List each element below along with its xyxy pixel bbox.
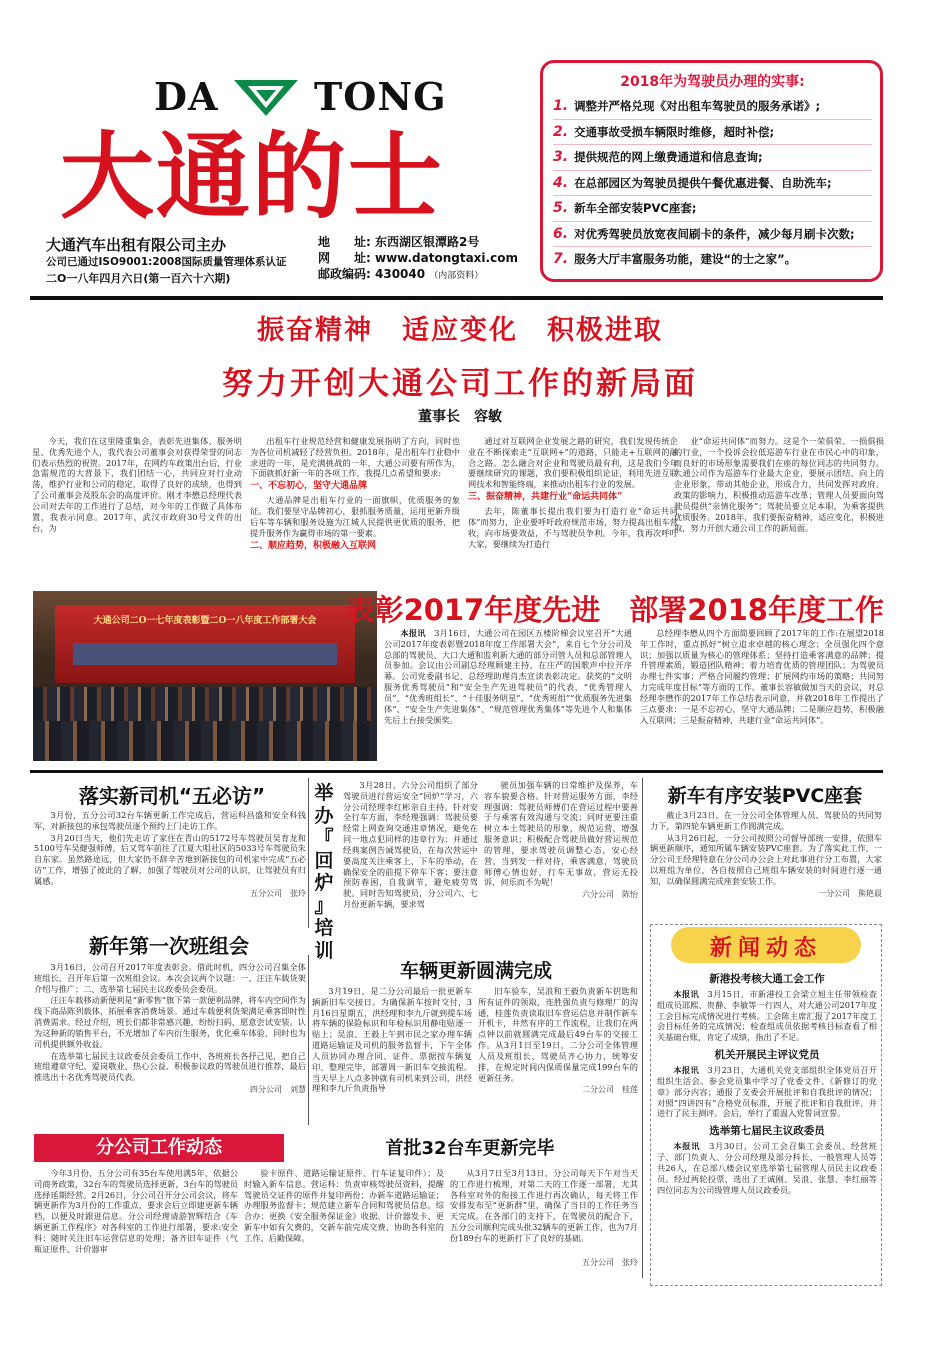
meeting-col-1: 本报讯 3月16日，大通公司在园区五楼阶梯会议室召开“大通公司2017年度表彰暨2018年度工作部署大会”，来自七个分公司及总部的驾驶员、大口大通和监利新大通的部分司管人员和总部管理人员参加。会议由公司副总经理顾建主持，在庄严的国歌声中拉开序幕。公司党委副书记、总经理助理肖杰宣读表彰决定。获奖的“文明服务优秀驾驶员”和“安全生产先进驾驶员”的代表、“优秀管理人员”、“优秀班组长”、“十佳服务明星”、“优秀班组”“优质服务先进集体”、“安全生产先进集体”、“规范管理优秀集体”等先进个人和集体先后上台接受颁奖。 — [384, 628, 632, 725]
lead-author: 董事长 容敏 — [418, 409, 502, 425]
renewal-col-2: 旧车验车，吴浪和王毅负责新车钥匙和所有证件的领取，连胜强负责与修理厂的沟通，桂莲负责读取旧车营运信息并制作新车开机卡，井然有序的工作流程，让我们在两点钟以前就圆满完成最后49台车的交接工作。从3月1日至19日，二分公司全体管理人员及班组长、驾驶员齐心协力，统筹安排，在规定时间内保质保量完成199台车的更新任务。 二分公司 桂莲 — [478, 986, 638, 1095]
tasks-list — [553, 94, 872, 272]
task-number: 3. — [553, 149, 569, 165]
task-text: 调整并严格兑现《对出租车驾驶员的服务承诺》; — [574, 99, 821, 113]
task-text: 在总部园区为驾驶员提供午餐优惠进餐、自助洗车; — [574, 175, 832, 190]
news-item — [657, 971, 877, 1043]
task-number: 4. — [553, 174, 569, 191]
wubifang-text: 3月份，五分公司32台车辆更新工作完成后，营运科昌盛和安全科钱军，对新接包的承包驾驶员逐个预约上门走访工作。 3月20日当天，他们先走访了家住在青山的5172号车驾驶员吴育龙和5100号车吴健强师傅，后又驾车前往了江夏大咀社区的5033号车驾驶员朱自东家。虽然路途远，但大家仍不辞辛苦地到新接包的司机家中完成“五必访”工作，增强了彼此的了解，加强了驾驶员对公司的认识，让驾驶员有归属感。 五分公司 张玲 — [34, 810, 306, 898]
publisher: 大通汽车出租有限公司主办 — [46, 236, 227, 254]
news-item — [657, 1047, 877, 1119]
lead-section-2: 二、顺应趋势，积极融入互联网 — [250, 540, 377, 551]
news-list — [657, 969, 877, 1283]
huilu-title — [310, 782, 338, 962]
task-text: 对优秀驾驶员放宽夜间刷卡的条件，减少每月刷卡次数; — [574, 226, 855, 241]
lead-section-1: 一、不忘初心，坚守大通品牌 — [250, 481, 368, 492]
firstclass-title: 新年第一次班组会 — [89, 934, 249, 958]
meeting-lead-tag: 本报讯 — [400, 628, 426, 638]
lead-title: 努力开创大通公司工作的新局面 — [222, 366, 698, 402]
wubifang-title: 落实新司机“五必访” — [78, 784, 266, 808]
meeting-banner: 大通公司二O一七年度表彰暨二O一八年度工作部署大会 — [93, 616, 317, 626]
news-text: 3月30日，公司工会召集工会委员、经营班子、部门负责人、分公司经理及部分科长、一般管理人员等共26人，在总部八楼会议室选举第七届管理人员民主议政委员。经过两轮投票，选出了王诚刚、吴浪、张慧、李红丽等四位同志为公司级管理人员议政委员。 — [657, 1141, 877, 1195]
task-number: 7. — [553, 251, 569, 267]
news-title: 新闻动态 — [709, 936, 822, 961]
news-text: 3月15日，市新港投工会梁立旭主任带领检查组成员邵熙、贵静、李敏等一行四人，对大通公司2017年度工会目标完成情况进行考核。工会陈主席汇报了2017年度工会目标任务的完成情况；检查组成员依据考核目标查看了相关基础台账，肯定了成绩，指出了不足。 — [657, 989, 877, 1043]
task-item — [553, 247, 872, 272]
task-number: 6. — [553, 225, 569, 242]
task-number: 1. — [553, 98, 569, 114]
news-headline: 选举第七届民主议政委员 — [709, 1125, 825, 1138]
task-text: 新车全部安装PVC座套; — [574, 201, 697, 215]
task-item — [553, 94, 872, 120]
address: 东西湖区银潭路2号 — [375, 235, 480, 249]
huilu-title-char: 训 — [314, 939, 334, 962]
huilu-title-char: 举 — [314, 782, 334, 804]
news-item — [657, 1123, 877, 1195]
huilu-title-char: 』 — [314, 894, 334, 917]
task-text: 交通事故受损车辆限时维修，超时补偿; — [574, 124, 775, 139]
lead-col-2: 出租车行业规范经营和健康发展指明了方向，同时也为各位司机减轻了经营负担。2018年，是出租车行业稳中求进的一年，是充满挑战的一年，大通公司要有所作为，下面就抓好新一年的各项工作，我提几点希望和要求: 一、不忘初心，坚守大通品牌 大通品牌是出租车行业的一面旗帜，优质服务的象征。我们要坚守品牌初心，狠抓服务质量，运用更新升级后车等车辆和服务设施为江城人民提供更优质的服务，把提升服务作为赢得市场的第一要素。 二、顺应趋势，积极融入互联网 — [250, 436, 460, 551]
huilu-title-char: 回 — [314, 849, 334, 872]
news-box — [650, 924, 882, 1286]
section-rule — [30, 770, 883, 773]
address-label: 地 址: — [318, 235, 371, 249]
firstclass-text: 3月16日，公司召开2017年度表彰会。借此时机，四分公司召集全体班组长，召开年后第一次班组会议。本次会议两个议题：一、汪汪车载货架介绍与推广；二、选举第七届民主议政委员会委员。 汪汪车载移动新便利是“新零售”旗下第一款便利品牌，将车内空间作为线下商品陈列载体，拓展乘客消费场景。通过车载便利货架满足乘客即时性消费需求。经过介绍，班长们都非常感兴趣，纷纷扫码，愿意尝试安装。认为这种新的销售平台，不光增加了车内衍生服务，优化乘车体验，同时也为司机提供额外收益。 在选举第七届民主议政委员会委员工作中，各班班长各抒己见，把自己班组遵章守纪、爱岗敬业、热心公益、积极参议政的驾驶员进行推荐，最后推选出十名优秀驾驶员代表。 四分公司 刘慧 — [34, 962, 306, 1095]
pvc-text: 截止3月23日，在一分公司全体管理人员、驾驶员的共同努力下，第四轮车辆更新工作圆满完成。 从3月26日起，一分公司按照公司督导部统一安排，依照车辆更新顺序，通知所属车辆安装PVC座套。为了落实此工作，一分公司王经理特意在分公司办公会上对此事进行分工布置，大家以班组为单位，各自按照自己班组车辆安装的时间进行逐一通知，以确保圆满完成座套安装工作。 一分公司 熊艳晨 — [650, 810, 882, 898]
branch-col-2: 验卡原件、道路运输证原件、行车证复印件）；及时输入新车信息。营运科：负责审核驾驶员资料，提醒驾驶员交证件的原件并复印两份；办新车道路运输证；办理服务监督卡；规范建立新车合同和驾驶员信息。综合办：更换《安全服务保证金》收据、计价器发卡、更新车中如有欠费的，交新车前完成交费、协助各科室的工作、后勤保障。 — [244, 1168, 444, 1243]
huilu-title-char: 『 — [314, 827, 334, 849]
task-number: 5. — [553, 200, 569, 216]
task-item — [553, 222, 872, 248]
firstclass-sign: 四分公司 刘慧 — [250, 1085, 306, 1095]
news-lead-tag: 本报讯 — [673, 1065, 699, 1076]
news-headline: 机关开展民主评议党员 — [714, 1049, 820, 1062]
huilu-col-2: 驶员加强车辆的日常维护及保养，车容车貌要合格。针对营运服务方面，李经理强调：驾驶员师傅们在营运过程中要善于与乘客有效沟通与交流；同时更要注重树立本土驾驶员的形象，规范运营，增强服务意识；积极配合驾驶员做好营运规范的管理，要求驾驶员调整心态，安心经营，当到发一样对待，乘客满意，驾驶员师傅心情也好，行车无事故，营运无投诉，何乐而不为呢！ 六分公司 陈怡 — [484, 780, 638, 900]
pvc-title: 新车有序安装PVC座套 — [667, 785, 863, 807]
news-headline: 新港投考核大通工会工作 — [709, 973, 825, 985]
first32-sign: 五分公司 张玲 — [582, 1257, 638, 1267]
renewal-title: 车辆更新圆满完成 — [399, 960, 552, 982]
task-item — [553, 196, 872, 222]
masthead — [30, 62, 530, 294]
task-text: 提供规范的网上缴费通道和信息查询; — [574, 150, 763, 164]
branch-title: 分公司工作动态 — [34, 1134, 284, 1162]
tasks-title: 2018年为驾驶员办理的实事: — [620, 74, 805, 90]
internal-note: （内部资料） — [429, 271, 484, 281]
renewal-col-1: 3月19日，是二分公司最后一批更新车辆新旧车交接日。为确保新车按时交付，3月16日星期五，洪经理和李九斤就到提车场将车辆的保险标识和年检标识用静电贴逐一贴上；吴浪、王毅上午到市民之家办理车辆道路运输证及司机的服务监督卡，下午全体人员协同办理合同、证件、票据按车辆复印、整理完毕，部署周一新旧车交接流程。当天早上八点多钟就有司机来到公司，洪经理和李九斤负责指导 — [312, 986, 472, 1094]
news-lead-tag: 本报讯 — [673, 989, 699, 999]
branch-col-1: 今年3月份，五分公司有35台车使用满5年，依据公司商务政策，32台车的驾驶员选择更新，3台车的驾驶员选择延期经营。2月26日，分公司召开分公司会议，将车辆更新作为3月份的工作重点，要求会后立即建更新车辆档，以便及时跟进信息。分公司经理请游智辉结合《车辆更新工作程序》对各科室的工作进行部署，要求:安全科：随时关注旧车运营信息的处理；备齐旧车证件（气瓶证原件、计价器审 — [34, 1168, 238, 1254]
huilu-title-char: 炉 — [314, 872, 334, 894]
first32-title: 首批32台车更新完毕 — [385, 1138, 555, 1159]
huilu-title-char: 办 — [314, 804, 334, 827]
news-lead-tag: 本报讯 — [673, 1141, 701, 1152]
lead-section-3: 三、振奋精神，共建行业“命运共同体” — [468, 492, 623, 503]
task-item — [553, 120, 872, 146]
task-number: 2. — [553, 123, 569, 140]
lead-kicker: 振奋精神 适应变化 积极进取 — [257, 315, 663, 346]
lead-col-4: 业“命运共同体”而努力。这是个一荣俱荣、一损俱损的行业，一个投诉会拉低巡游车行业在市民心中的印象，而良好的市场形象需要我们在座的每位同志的共同努力。大通公司作为巡游车行业最大企业，要展示团结、向上的企业形象，带动其他企业，形成合力，共同发挥对政府、政策的影响力，积极推动巡游车改革；管理人员要面向驾驶员提供“亲情化服务”；驾驶员要立足本职，为乘客提供优质服务。2018年，我们要振奋精神，适应变化，积极进取，努力开创大通公司工作的新局面。 — [674, 436, 884, 533]
column-divider — [642, 778, 643, 1278]
zip-code: 430040 — [375, 267, 426, 281]
lead-col-1: 今天，我们在这里隆重集会，表彰先进集体、服务明星、优秀先进个人，我代表公司董事会对获得荣誉的同志们表示热烈的祝贺。2017年，在网约车政策出台后，行业急需规范的大背景下，我们团结一心，共同应对行业动荡，维护行业和公司的稳定，取得了良好的成绩，也得到了公司董事会及股东会的高度评价。刚才李懋总经理代表公司对去年的工作进行了总结，对今年的工作做了具体布置，我表示同意。2017年，武汉市政府30号文件的出台，为 — [32, 436, 242, 533]
task-item — [553, 145, 872, 171]
issue-date: 二O一八年四月六日(第一百六十六期) — [46, 272, 231, 285]
web-label: 网 址: — [318, 251, 371, 265]
website-link[interactable]: www.datongtaxi.com — [375, 251, 518, 265]
masthead-rule — [30, 296, 883, 300]
wubifang-sign: 五分公司 张玲 — [250, 888, 306, 898]
huilu-title-char: 培 — [314, 917, 334, 939]
task-text: 服务大厅丰富服务功能，建设“的士之家”。 — [574, 252, 797, 266]
news-text: 3月23日，大通机关党支部组织全体党员召开组织生活会。参会党员集中学习了党委文件、《新修订的党章》部分内容；通报了支委会开展批评和自我批评的情况；对照“四讲四有”合格党员标准，开展了批评和自我批评，并进行了民主测评。会后，举行了重温入党誓词宣誓。 — [657, 1065, 877, 1119]
zip-label: 邮政编码: — [318, 267, 371, 281]
column-divider — [308, 778, 309, 928]
renewal-sign: 二分公司 桂莲 — [582, 1085, 638, 1095]
first32-text: 从3月7日至3月13日，分公司每天下午对当天的工作进行梳理，对第二天的工作逐一部署，尤其各科室对外的衔接工作进行再次确认，每天将工作安排发布至“更新群”里，确保了当日的工作任务当天完成。在各部门的支持下，在驾驶员的配合下，五分公司顺利完成头批32辆车的更新工作，也为7月份189台车的更新打下了良好的基础。 五分公司 张玲 — [450, 1168, 638, 1267]
pvc-sign: 一分公司 熊艳晨 — [818, 888, 882, 898]
huilu-col-1: 3月28日，六分公司组织了部分驾驶员进行营运安全“回炉”学习，六分公司经理李红彬亲自主持。针对安全行车方面，李经理强调：驾驶员要经常上网查询交通违章情况，避免在同一地点犯同样的违章行为；并通过经典案例告诫驾驶员，在每次营运中要高度关注乘客上、下车的举动，在确保安全的前提下停车下客；要注意预防春困，自我调节，避免疲劳驾驶。同时告知驾驶员，分公司六、七月份更新车辆，要求驾 — [343, 780, 478, 910]
masthead-title: 大通的士 — [60, 122, 445, 232]
brand-right: TONG — [314, 74, 447, 119]
meeting-title: 表彰2017年度先进 部署2018年度工作 — [345, 593, 884, 627]
logo-icon — [230, 76, 302, 118]
certification: 公司已通过ISO9001:2008国际质量管理体系认证 — [46, 256, 287, 268]
brand-left: DA — [154, 74, 219, 119]
task-item — [553, 171, 872, 197]
huilu-sign: 六分公司 陈怡 — [582, 890, 638, 900]
lead-col-3: 通过对互联网企业发展之路的研究，我们发现传统企业在不断探索走“互联网+”的道路，只能走+互联网的融合之路。怎么融合对企业和驾驶员最有利，这是我们今年要继续研究的课题，我们要积极组织论证，利用先进互联网技术和智能终端，来推动出租车行业的发展。 三、振奋精神，共建行业“命运共同体” 去年，陈董事长提出我们要为打造行业“命运共同体”而努力，企业要呼吁政府规范市场，努力提高出租车营收，向市场要效益，不与驾驶员争利。今年，我再次呼吁大家，要继续为打造行 — [468, 436, 678, 549]
column-divider — [308, 955, 309, 1125]
tasks-box — [540, 60, 883, 282]
meeting-col-2: 总经理李懋从四个方面简要回顾了2017年的工作:在展望2018年工作时，重点抓好“树立追求卓越的核心理念；全员强化四个意识；加强以质量为核心的管理体系；坚持打造乘客满意的品牌；提升管理素质，锻造团队精神；着力培育优质的管理团队；为驾驶员办理七件实事；严格合同履约管理；扩展网约市场的策略；共同努力完成年度目标”等方面的工作。董事长容敏做加当天的会议，对总经理李懋作的2017年工作总结表示同意，并就2018年工作提出了三点要求：一是不忘初心，坚守大通品牌；二是顺应趋势，积极融入互联网；三是振奋精神，共建行业“命运共同体”。 — [640, 628, 884, 725]
